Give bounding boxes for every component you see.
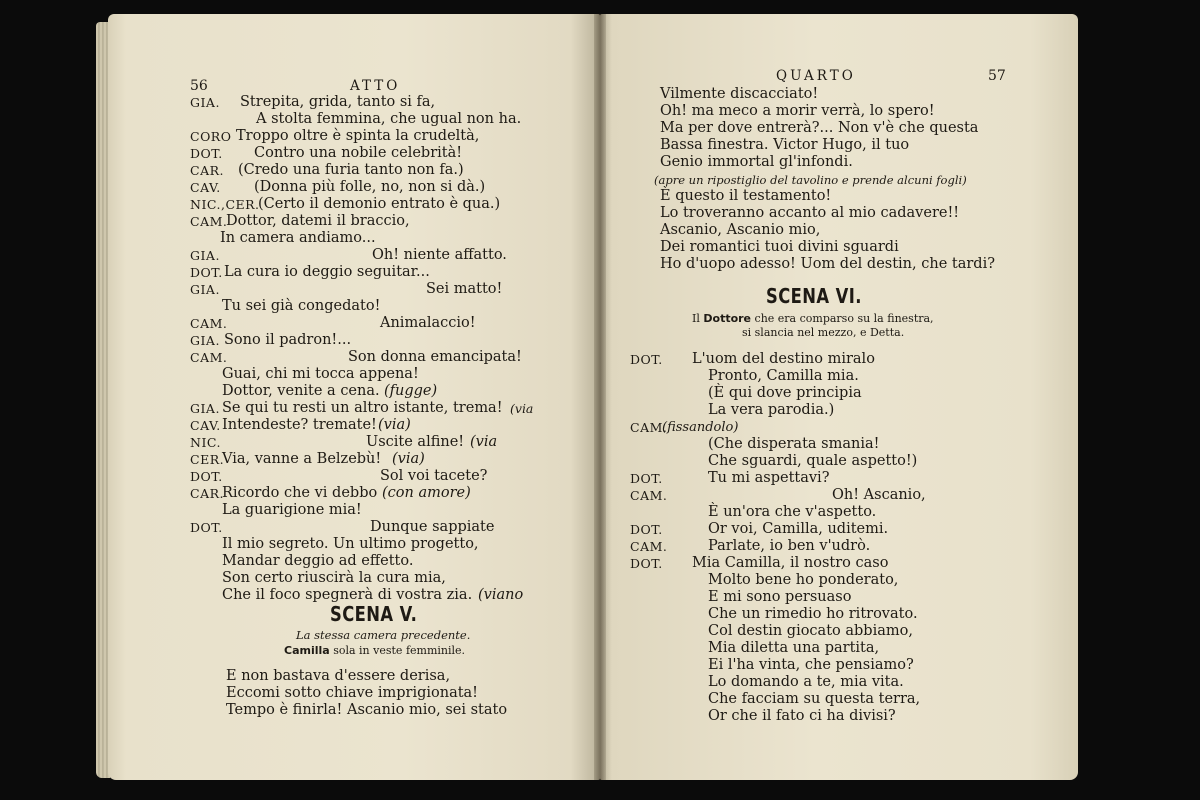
speaker: CER.	[190, 452, 225, 467]
speaker: CORO	[190, 129, 232, 144]
stage-direction: (via	[470, 434, 498, 450]
speaker: CAR.	[190, 163, 224, 178]
speaker: CAM.	[630, 420, 668, 435]
left-page-number: 56	[190, 78, 208, 94]
verse-line: Or voi, Camilla, uditemi.	[708, 521, 889, 537]
speaker: CAM.	[630, 539, 668, 554]
speaker: GIA.	[190, 401, 220, 416]
verse-line: Eccomi sotto chiave imprigionata!	[226, 685, 479, 701]
stage-direction: (fissandolo)	[662, 420, 739, 435]
verse-line: Parlate, io ben v'udrò.	[708, 538, 871, 554]
verse-line: Che un rimedio ho ritrovato.	[708, 606, 918, 622]
speaker: NIC.	[190, 435, 221, 450]
verse-line: La vera parodia.)	[708, 402, 835, 418]
stage-direction: (via)	[378, 417, 411, 433]
speaker: GIA.	[190, 282, 220, 297]
verse-line: (Che disperata smania!	[708, 436, 880, 452]
right-running-head: QUARTO	[776, 68, 856, 84]
verse-line: Oh! ma meco a morir verrà, lo spero!	[660, 103, 935, 119]
verse-line: Ma per dove entrerà?... Non v'è che questa	[660, 120, 979, 136]
scene-setting: La stessa camera precedente.	[296, 628, 471, 642]
speaker: DOT.	[630, 556, 663, 571]
speaker: DOT.	[630, 352, 663, 367]
verse-line: Son certo riuscirà la cura mia,	[222, 570, 446, 586]
speaker: DOT.	[630, 471, 663, 486]
stage-direction: (viano	[478, 587, 524, 603]
scene-characters: Il Dottore che era comparso su la finestra,	[692, 312, 934, 325]
verse-line: (Credo una furia tanto non fa.)	[238, 162, 464, 178]
verse-line: Tempo è finirla! Ascanio mio, sei stato	[226, 702, 508, 718]
verse-line: Pronto, Camilla mia.	[708, 368, 859, 384]
stage-direction: (apre un ripostiglio del tavolino e prende alcuni fogli)	[654, 173, 967, 187]
speaker: CAM.	[630, 488, 668, 503]
verse-line: Tu mi aspettavi?	[708, 470, 830, 486]
verse-line: Contro una nobile celebrità!	[254, 145, 463, 161]
verse-line: Troppo oltre è spinta la crudeltà,	[236, 128, 480, 144]
verse-line: (Donna più folle, no, non si dà.)	[254, 179, 486, 195]
verse-line: Lo domando a te, mia vita.	[708, 674, 904, 690]
verse-line: Che sguardi, quale aspetto!)	[708, 453, 918, 469]
verse-line: Ei l'ha vinta, che pensiamo?	[708, 657, 914, 673]
scene-characters: Camilla sola in veste femminile.	[284, 644, 466, 657]
verse-line: (È qui dove principia	[708, 385, 862, 401]
verse-line: Che il foco spegnerà di vostra zia.	[222, 587, 473, 603]
verse-line: Ho d'uopo adesso! Uom del destin, che tardi?	[660, 256, 995, 272]
verse-line: Oh! Ascanio,	[832, 487, 926, 503]
verse-line: Sono il padron!...	[224, 332, 352, 348]
verse-line: Mia Camilla, il nostro caso	[692, 555, 889, 571]
left-page	[108, 14, 600, 780]
verse-line: Dunque sappiate	[370, 519, 495, 535]
speaker: CAM.	[190, 214, 228, 229]
verse-line: Che facciam su questa terra,	[708, 691, 921, 707]
stage-direction: (fugge)	[384, 383, 438, 399]
verse-line: Ricordo che vi debbo	[222, 485, 378, 501]
speaker: DOT.	[190, 520, 223, 535]
verse-line: Animalaccio!	[380, 315, 476, 331]
scene-description: si slancia nel mezzo, e Detta.	[742, 326, 905, 339]
verse-line: Oh! niente affatto.	[372, 247, 507, 263]
verse-line: Il mio segreto. Un ultimo progetto,	[222, 536, 479, 552]
verse-line: Ascanio, Ascanio mio,	[660, 222, 821, 238]
verse-line: (Certo il demonio entrato è qua.)	[258, 196, 501, 212]
verse-line: Sei matto!	[426, 281, 503, 297]
verse-line: E mi sono persuaso	[708, 589, 852, 605]
stage-direction: (via)	[392, 451, 425, 467]
verse-line: In camera andiamo...	[220, 230, 376, 246]
speaker: DOT.	[190, 146, 223, 161]
scene-title: SCENA V.	[330, 602, 418, 626]
verse-line: A stolta femmina, che ugual non ha.	[256, 111, 522, 127]
verse-line: Vilmente discacciato!	[660, 86, 819, 102]
speaker: DOT.	[190, 265, 223, 280]
verse-line: Se qui tu resti un altro istante, trema!	[222, 400, 503, 416]
verse-line: Strepita, grida, tanto si fa,	[240, 94, 436, 110]
verse-line: Genio immortal gl'infondi.	[660, 154, 853, 170]
verse-line: Col destin giocato abbiamo,	[708, 623, 913, 639]
speaker: GIA.	[190, 333, 220, 348]
verse-line: La cura io deggio seguitar...	[224, 264, 430, 280]
right-page	[600, 14, 1078, 780]
right-page-number: 57	[988, 68, 1006, 84]
speaker: CAM.	[190, 316, 228, 331]
verse-line: Dottor, datemi il braccio,	[226, 213, 410, 229]
verse-line: L'uom del destino miralo	[692, 351, 875, 367]
verse-line: Sol voi tacete?	[380, 468, 488, 484]
verse-line: È un'ora che v'aspetto.	[708, 504, 877, 520]
verse-line: Or che il fato ci ha divisi?	[708, 708, 896, 724]
speaker: GIA.	[190, 95, 220, 110]
verse-line: La guarigione mia!	[222, 502, 362, 518]
speaker: CAM.	[190, 350, 228, 365]
verse-line: Bassa finestra. Victor Hugo, il tuo	[660, 137, 910, 153]
verse-line: Uscite alfine!	[366, 434, 465, 450]
speaker: DOT.	[190, 469, 223, 484]
speaker: CAV.	[190, 418, 221, 433]
book-gutter	[594, 14, 606, 780]
stage-direction: (con amore)	[382, 485, 471, 501]
verse-line: E non bastava d'essere derisa,	[226, 668, 451, 684]
speaker: CAV.	[190, 180, 221, 195]
verse-line: Mandar deggio ad effetto.	[222, 553, 414, 569]
verse-line: Son donna emancipata!	[348, 349, 522, 365]
speaker: NIC.,CER.	[190, 197, 260, 212]
verse-line: Dottor, venite a cena.	[222, 383, 380, 399]
verse-line: Dei romantici tuoi divini sguardi	[660, 239, 899, 255]
left-running-head: ATTO	[350, 78, 401, 94]
stage-direction: (via	[510, 401, 534, 416]
verse-line: Guai, chi mi tocca appena!	[222, 366, 419, 382]
verse-line: Lo troveranno accanto al mio cadavere!!	[660, 205, 960, 221]
verse-line: Mia diletta una partita,	[708, 640, 880, 656]
speaker: GIA.	[190, 248, 220, 263]
verse-line: Intendeste? tremate!	[222, 417, 377, 433]
scene-title: SCENA VI.	[766, 284, 862, 308]
verse-line: Via, vanne a Belzebù!	[222, 451, 382, 467]
verse-line: È questo il testamento!	[660, 188, 832, 204]
speaker: CAR.	[190, 486, 224, 501]
verse-line: Tu sei già congedato!	[222, 298, 381, 314]
speaker: DOT.	[630, 522, 663, 537]
verse-line: Molto bene ho ponderato,	[708, 572, 899, 588]
